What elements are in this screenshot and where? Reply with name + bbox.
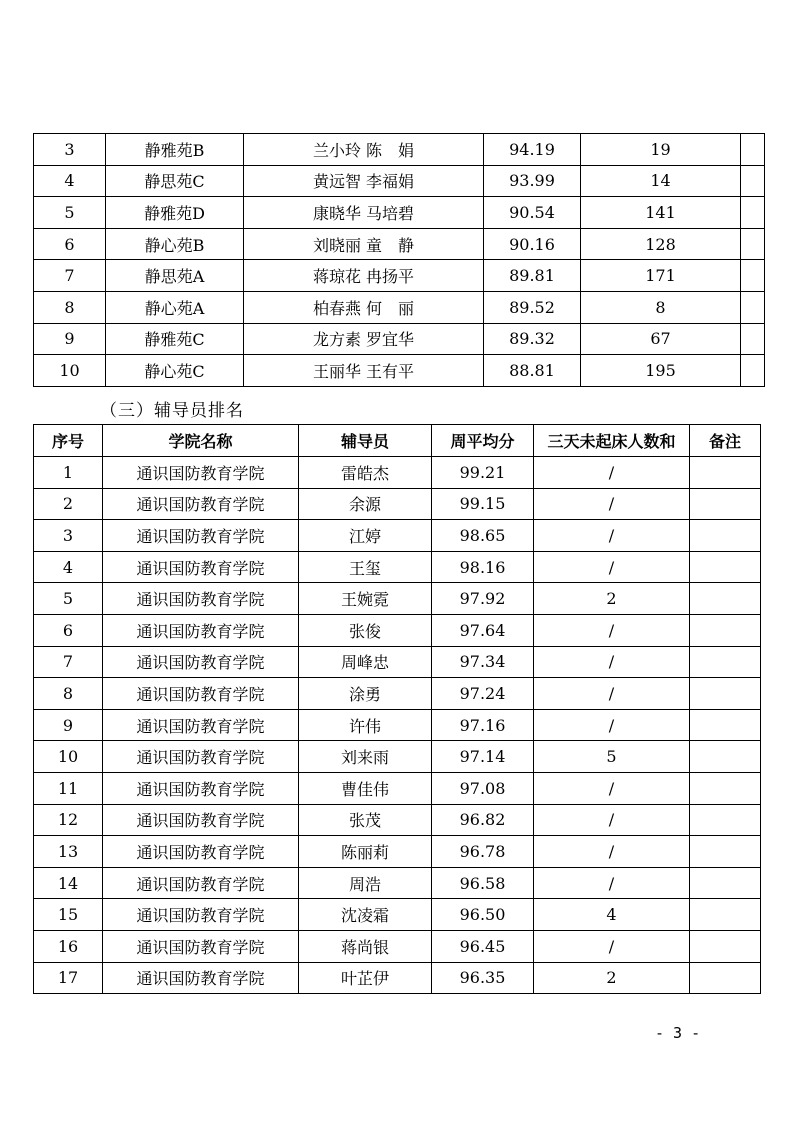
note-cell bbox=[690, 678, 761, 710]
rank-cell: 11 bbox=[34, 772, 103, 804]
dormitory-ranking-body bbox=[34, 134, 765, 387]
count-cell: / bbox=[534, 867, 690, 899]
table-row bbox=[34, 614, 761, 646]
score-cell: 97.34 bbox=[432, 646, 534, 678]
note-cell bbox=[690, 551, 761, 583]
score-cell: 94.19 bbox=[484, 134, 581, 166]
building-cell: 静思苑A bbox=[106, 260, 244, 292]
rank-cell: 10 bbox=[34, 741, 103, 773]
counselor-cell: 王玺 bbox=[299, 551, 432, 583]
count-cell: / bbox=[534, 520, 690, 552]
header-counselor: 辅导员 bbox=[299, 425, 432, 457]
count-cell: / bbox=[534, 551, 690, 583]
note-cell bbox=[741, 260, 765, 292]
note-cell bbox=[690, 804, 761, 836]
rank-cell: 3 bbox=[34, 134, 106, 166]
names-cell: 蒋琼花 冉扬平 bbox=[244, 260, 484, 292]
table-row bbox=[34, 197, 765, 229]
count-cell: 195 bbox=[581, 355, 741, 387]
note-cell bbox=[690, 772, 761, 804]
score-cell: 89.81 bbox=[484, 260, 581, 292]
counselor-cell: 江婷 bbox=[299, 520, 432, 552]
note-cell bbox=[690, 741, 761, 773]
college-cell: 通识国防教育学院 bbox=[103, 457, 299, 489]
table-row bbox=[34, 930, 761, 962]
count-cell: 128 bbox=[581, 228, 741, 260]
table-row bbox=[34, 646, 761, 678]
count-cell: / bbox=[534, 646, 690, 678]
college-cell: 通识国防教育学院 bbox=[103, 520, 299, 552]
count-cell: 2 bbox=[534, 962, 690, 994]
rank-cell: 12 bbox=[34, 804, 103, 836]
college-cell: 通识国防教育学院 bbox=[103, 583, 299, 615]
note-cell bbox=[741, 323, 765, 355]
note-cell bbox=[690, 520, 761, 552]
college-cell: 通识国防教育学院 bbox=[103, 614, 299, 646]
names-cell: 龙方素 罗宜华 bbox=[244, 323, 484, 355]
counselor-ranking-table bbox=[33, 424, 761, 994]
counselor-cell: 余源 bbox=[299, 488, 432, 520]
rank-cell: 6 bbox=[34, 228, 106, 260]
count-cell: / bbox=[534, 457, 690, 489]
rank-cell: 16 bbox=[34, 930, 103, 962]
count-cell: 141 bbox=[581, 197, 741, 229]
rank-cell: 13 bbox=[34, 836, 103, 868]
table-row bbox=[34, 228, 765, 260]
table-row bbox=[34, 323, 765, 355]
counselor-cell: 曹佳伟 bbox=[299, 772, 432, 804]
count-cell: 19 bbox=[581, 134, 741, 166]
score-cell: 96.35 bbox=[432, 962, 534, 994]
dormitory-ranking-table-continued bbox=[33, 133, 765, 387]
rank-cell: 5 bbox=[34, 583, 103, 615]
table-row bbox=[34, 741, 761, 773]
college-cell: 通识国防教育学院 bbox=[103, 836, 299, 868]
score-cell: 96.82 bbox=[432, 804, 534, 836]
count-cell: 2 bbox=[534, 583, 690, 615]
count-cell: 67 bbox=[581, 323, 741, 355]
counselor-cell: 叶芷伊 bbox=[299, 962, 432, 994]
score-cell: 96.58 bbox=[432, 867, 534, 899]
table-row bbox=[34, 804, 761, 836]
rank-cell: 9 bbox=[34, 709, 103, 741]
counselor-cell: 刘来雨 bbox=[299, 741, 432, 773]
count-cell: / bbox=[534, 709, 690, 741]
score-cell: 97.24 bbox=[432, 678, 534, 710]
rank-cell: 1 bbox=[34, 457, 103, 489]
score-cell: 99.21 bbox=[432, 457, 534, 489]
table-row bbox=[34, 355, 765, 387]
count-cell: / bbox=[534, 614, 690, 646]
score-cell: 96.50 bbox=[432, 899, 534, 931]
note-cell bbox=[741, 355, 765, 387]
names-cell: 黄远智 李福娟 bbox=[244, 165, 484, 197]
rank-cell: 17 bbox=[34, 962, 103, 994]
rank-cell: 5 bbox=[34, 197, 106, 229]
counselor-cell: 周浩 bbox=[299, 867, 432, 899]
counselor-table-body bbox=[34, 457, 761, 994]
rank-cell: 14 bbox=[34, 867, 103, 899]
table-row bbox=[34, 165, 765, 197]
college-cell: 通识国防教育学院 bbox=[103, 709, 299, 741]
header-note: 备注 bbox=[690, 425, 761, 457]
note-cell bbox=[690, 583, 761, 615]
counselor-cell: 张俊 bbox=[299, 614, 432, 646]
header-college: 学院名称 bbox=[103, 425, 299, 457]
note-cell bbox=[741, 291, 765, 323]
score-cell: 97.64 bbox=[432, 614, 534, 646]
table-row bbox=[34, 772, 761, 804]
college-cell: 通识国防教育学院 bbox=[103, 646, 299, 678]
rank-cell: 8 bbox=[34, 291, 106, 323]
counselor-cell: 蒋尚银 bbox=[299, 930, 432, 962]
rank-cell: 10 bbox=[34, 355, 106, 387]
score-cell: 97.16 bbox=[432, 709, 534, 741]
count-cell: 8 bbox=[581, 291, 741, 323]
count-cell: / bbox=[534, 804, 690, 836]
count-cell: / bbox=[534, 678, 690, 710]
count-cell: / bbox=[534, 488, 690, 520]
table-row bbox=[34, 583, 761, 615]
college-cell: 通识国防教育学院 bbox=[103, 741, 299, 773]
rank-cell: 6 bbox=[34, 614, 103, 646]
rank-cell: 3 bbox=[34, 520, 103, 552]
counselor-cell: 陈丽莉 bbox=[299, 836, 432, 868]
note-cell bbox=[741, 165, 765, 197]
count-cell: 5 bbox=[534, 741, 690, 773]
note-cell bbox=[690, 836, 761, 868]
note-cell bbox=[690, 709, 761, 741]
counselor-cell: 王婉霓 bbox=[299, 583, 432, 615]
section-title: （三）辅导员排名 bbox=[100, 401, 244, 421]
note-cell bbox=[690, 867, 761, 899]
score-cell: 93.99 bbox=[484, 165, 581, 197]
college-cell: 通识国防教育学院 bbox=[103, 930, 299, 962]
score-cell: 97.92 bbox=[432, 583, 534, 615]
table-row bbox=[34, 134, 765, 166]
score-cell: 96.45 bbox=[432, 930, 534, 962]
rank-cell: 4 bbox=[34, 165, 106, 197]
counselor-cell: 沈凌霜 bbox=[299, 899, 432, 931]
header-count: 三天未起床人数和 bbox=[534, 425, 690, 457]
note-cell bbox=[690, 488, 761, 520]
count-cell: / bbox=[534, 772, 690, 804]
score-cell: 90.16 bbox=[484, 228, 581, 260]
score-cell: 97.14 bbox=[432, 741, 534, 773]
rank-cell: 2 bbox=[34, 488, 103, 520]
college-cell: 通识国防教育学院 bbox=[103, 488, 299, 520]
note-cell bbox=[690, 614, 761, 646]
rank-cell: 9 bbox=[34, 323, 106, 355]
note-cell bbox=[690, 930, 761, 962]
college-cell: 通识国防教育学院 bbox=[103, 962, 299, 994]
table-row bbox=[34, 457, 761, 489]
college-cell: 通识国防教育学院 bbox=[103, 804, 299, 836]
count-cell: 4 bbox=[534, 899, 690, 931]
count-cell: / bbox=[534, 930, 690, 962]
header-row bbox=[34, 425, 761, 457]
building-cell: 静心苑A bbox=[106, 291, 244, 323]
rank-cell: 7 bbox=[34, 260, 106, 292]
table-row bbox=[34, 520, 761, 552]
college-cell: 通识国防教育学院 bbox=[103, 772, 299, 804]
rank-cell: 8 bbox=[34, 678, 103, 710]
counselor-cell: 许伟 bbox=[299, 709, 432, 741]
building-cell: 静雅苑C bbox=[106, 323, 244, 355]
names-cell: 柏春燕 何 丽 bbox=[244, 291, 484, 323]
table-row bbox=[34, 899, 761, 931]
building-cell: 静思苑C bbox=[106, 165, 244, 197]
page-number: - 3 - bbox=[655, 1024, 701, 1042]
table-row bbox=[34, 836, 761, 868]
college-cell: 通识国防教育学院 bbox=[103, 867, 299, 899]
counselor-cell: 张茂 bbox=[299, 804, 432, 836]
counselor-cell: 雷皓杰 bbox=[299, 457, 432, 489]
table-row bbox=[34, 551, 761, 583]
note-cell bbox=[741, 134, 765, 166]
college-cell: 通识国防教育学院 bbox=[103, 551, 299, 583]
score-cell: 88.81 bbox=[484, 355, 581, 387]
table-row bbox=[34, 709, 761, 741]
score-cell: 98.65 bbox=[432, 520, 534, 552]
counselor-cell: 涂勇 bbox=[299, 678, 432, 710]
college-cell: 通识国防教育学院 bbox=[103, 678, 299, 710]
names-cell: 刘晓丽 童 静 bbox=[244, 228, 484, 260]
score-cell: 96.78 bbox=[432, 836, 534, 868]
rank-cell: 7 bbox=[34, 646, 103, 678]
table-row bbox=[34, 867, 761, 899]
note-cell bbox=[690, 962, 761, 994]
note-cell bbox=[690, 899, 761, 931]
count-cell: 171 bbox=[581, 260, 741, 292]
note-cell bbox=[741, 197, 765, 229]
names-cell: 康晓华 马培碧 bbox=[244, 197, 484, 229]
score-cell: 89.52 bbox=[484, 291, 581, 323]
count-cell: 14 bbox=[581, 165, 741, 197]
count-cell: / bbox=[534, 836, 690, 868]
note-cell bbox=[690, 646, 761, 678]
score-cell: 98.16 bbox=[432, 551, 534, 583]
header-rank: 序号 bbox=[34, 425, 103, 457]
note-cell bbox=[741, 228, 765, 260]
college-cell: 通识国防教育学院 bbox=[103, 899, 299, 931]
rank-cell: 4 bbox=[34, 551, 103, 583]
names-cell: 王丽华 王有平 bbox=[244, 355, 484, 387]
table-row bbox=[34, 962, 761, 994]
names-cell: 兰小玲 陈 娟 bbox=[244, 134, 484, 166]
table-row bbox=[34, 488, 761, 520]
rank-cell: 15 bbox=[34, 899, 103, 931]
header-score: 周平均分 bbox=[432, 425, 534, 457]
score-cell: 89.32 bbox=[484, 323, 581, 355]
table-row bbox=[34, 260, 765, 292]
building-cell: 静雅苑B bbox=[106, 134, 244, 166]
counselor-table-header bbox=[34, 425, 761, 457]
note-cell bbox=[690, 457, 761, 489]
table-row bbox=[34, 678, 761, 710]
building-cell: 静心苑C bbox=[106, 355, 244, 387]
score-cell: 90.54 bbox=[484, 197, 581, 229]
score-cell: 97.08 bbox=[432, 772, 534, 804]
building-cell: 静雅苑D bbox=[106, 197, 244, 229]
counselor-cell: 周峰忠 bbox=[299, 646, 432, 678]
table-row bbox=[34, 291, 765, 323]
building-cell: 静心苑B bbox=[106, 228, 244, 260]
score-cell: 99.15 bbox=[432, 488, 534, 520]
